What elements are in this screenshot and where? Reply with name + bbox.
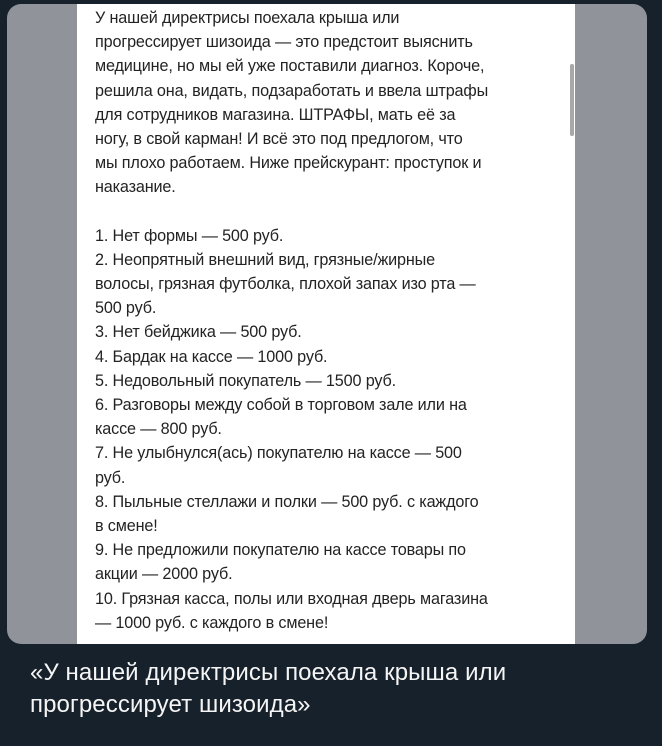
penalty-item-6: 6. Разговоры между собой в торговом зале или на кассе — 800 руб. — [95, 396, 467, 439]
post-caption — [30, 657, 630, 721]
penalty-item-8: 8. Пыльные стеллажи и полки — 500 руб. с каждого в смене! — [95, 492, 479, 536]
penalty-item-9: 9. Не предложили покупателю на кассе товары по акции — 2000 руб. — [95, 541, 466, 584]
scrollbar-thumb[interactable] — [570, 64, 574, 136]
penalty-item-10: 10. Грязная касса, полы или входная дверь магазина — 1000 руб. с каждого в смене! — [95, 589, 488, 632]
intro-paragraph: У нашей директрисы поехала крыша или прогрессирует шизоида — это предстоит выяснить медицине, но мы ей уже поставили диагноз. Короче, решила она, видать, подзаработать и ввела штрафы для сотрудников магазина. ШТРАФЫ, мать её за ногу, в свой карман! И всё это под предлогом, что мы плохо работаем. Ниже прейскурант: проступок и наказание. — [95, 9, 489, 197]
document-text — [95, 6, 565, 635]
penalty-item-1: 1. Нет формы — 500 руб. — [95, 226, 284, 245]
document-screenshot — [77, 4, 575, 644]
penalty-item-7: 7. Не улыбнулся(ась) покупателю на кассе — 500 руб. — [95, 444, 462, 487]
caption-text: «У нашей директрисы поехала крыша или прогрессирует шизоида» — [30, 659, 507, 718]
penalty-item-5: 5. Недовольный покупатель — 1500 руб. — [95, 371, 396, 390]
penalty-item-2: 2. Неопрятный внешний вид, грязные/жирные волосы, грязная футболка, плохой запах изо рта — 500 руб. — [95, 250, 476, 318]
penalty-item-4: 4. Бардак на кассе — 1000 руб. — [95, 347, 328, 366]
penalty-list — [95, 224, 565, 635]
post-media[interactable] — [7, 4, 647, 644]
penalty-item-3: 3. Нет бейджика — 500 руб. — [95, 323, 302, 342]
